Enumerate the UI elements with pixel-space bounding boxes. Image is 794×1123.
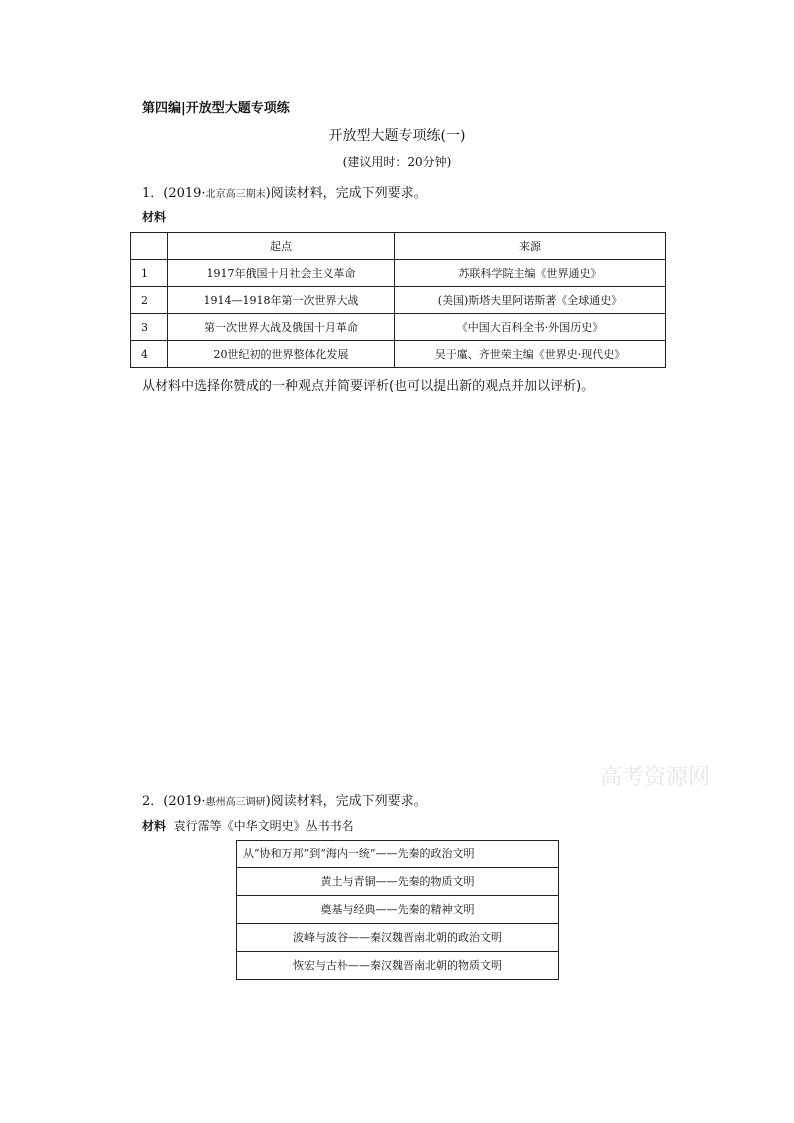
question-2-material bbox=[142, 817, 354, 834]
question-1-source: 北京高三期末 bbox=[205, 189, 266, 200]
book-title-table bbox=[236, 840, 559, 980]
table-row bbox=[131, 260, 666, 287]
table-row bbox=[131, 341, 666, 368]
table-cell: 3 bbox=[131, 314, 168, 341]
table-row bbox=[131, 287, 666, 314]
question-2-source: 惠州高三调研 bbox=[205, 797, 266, 808]
table-cell: 4 bbox=[131, 341, 168, 368]
question-2-material-text: 袁行霈等《中华文明史》丛书书名 bbox=[173, 819, 354, 833]
question-2-material-label: 材料 bbox=[142, 819, 167, 833]
question-2-stem: 2．(2019·惠州高三调研)阅读材料，完成下列要求。 bbox=[142, 794, 427, 809]
table-cell: 1914—1918年第一次世界大战 bbox=[168, 287, 395, 314]
table-cell: 《中国大百科全书·外国历史》 bbox=[395, 314, 666, 341]
table-cell: 20世纪初的世界整体化发展 bbox=[168, 341, 395, 368]
section-title: 第四编|开放型大题专项练 bbox=[142, 101, 290, 116]
table-header-row bbox=[131, 233, 666, 260]
watermark: 高考资源网 bbox=[600, 765, 711, 790]
question-1-stem: 1．(2019·北京高三期末)阅读材料，完成下列要求。 bbox=[142, 186, 427, 201]
table-cell: 1 bbox=[131, 260, 168, 287]
table-row bbox=[131, 314, 666, 341]
book-title-row: 从“协和万邦”到“海内一统”——先秦的政治文明 bbox=[243, 847, 475, 860]
table-header-cell bbox=[131, 233, 168, 260]
suggested-time: (建议用时：20分钟) bbox=[342, 155, 452, 169]
material-table bbox=[130, 232, 666, 368]
question-1-instruction: 阅读材料，完成下列要求。 bbox=[270, 186, 427, 201]
table-cell: 2 bbox=[131, 287, 168, 314]
question-2-number: 2． bbox=[142, 794, 164, 809]
book-title-row: 恢宏与古朴——秦汉魏晋南北朝的物质文明 bbox=[237, 951, 558, 979]
table-cell: 吴于廑、齐世荣主编《世界史·现代史》 bbox=[395, 341, 666, 368]
table-cell: 苏联科学院主编《世界通史》 bbox=[395, 260, 666, 287]
table-header-cell: 来源 bbox=[395, 233, 666, 260]
book-title-row: 波峰与波谷——秦汉魏晋南北朝的政治文明 bbox=[237, 923, 558, 951]
question-1-number: 1． bbox=[142, 186, 164, 201]
book-title-row: 奠基与经典——先秦的精神文明 bbox=[237, 895, 558, 923]
question-1-material-label: 材料 bbox=[142, 210, 167, 224]
question-1-task: 从材料中选择你赞成的一种观点并简要评析(也可以提出新的观点并加以评析)。 bbox=[142, 379, 595, 394]
table-cell: (美国)斯塔夫里阿诺斯著《全球通史》 bbox=[395, 287, 666, 314]
table-cell: 第一次世界大战及俄国十月革命 bbox=[168, 314, 395, 341]
question-2-instruction: 阅读材料，完成下列要求。 bbox=[270, 794, 427, 809]
book-title-row: 黄土与青铜——先秦的物质文明 bbox=[237, 867, 558, 895]
table-cell: 1917年俄国十月社会主义革命 bbox=[168, 260, 395, 287]
table-header-cell: 起点 bbox=[168, 233, 395, 260]
page-title: 开放型大题专项练(一) bbox=[328, 128, 466, 144]
